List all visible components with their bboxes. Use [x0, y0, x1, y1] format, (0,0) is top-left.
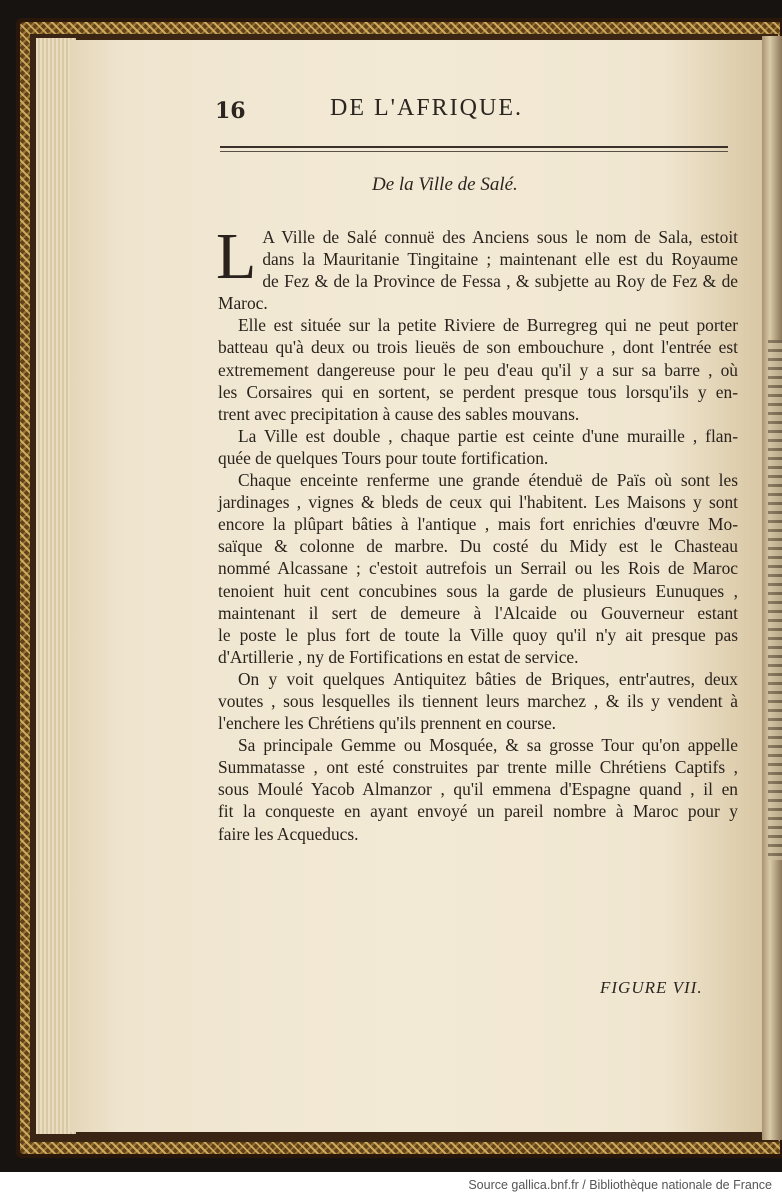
catchword: FIGURE VII.: [600, 978, 703, 997]
text-line: On y voit quelques Antiquitez bâties de Briques, entr'autres, deux: [238, 668, 738, 689]
source-credit: Source gallica.bnf.fr / Bibliothèque nationale de France: [468, 1178, 772, 1192]
text-line: Chaque enceinte renferme une grande étenduë de Païs où sont les: [238, 470, 738, 491]
running-title: DE L'AFRIQUE.: [330, 95, 523, 121]
text-line: Elle est située sur la petite Riviere de Burregreg qui ne peut porter: [238, 315, 738, 336]
header-rule-thin: [220, 151, 728, 152]
text-line: Sa principale Gemme ou Mosquée, & sa grosse Tour qu'on appelle: [238, 735, 738, 756]
paragraph-5: [218, 668, 738, 734]
page-number: 16: [215, 98, 246, 124]
text-line: quée de quelques Tours pour toute fortification.: [218, 447, 549, 468]
paragraph-6: [218, 734, 738, 844]
text-line: fit la conqueste en ayant envoyé un pareil nombre à Maroc pour y: [218, 801, 738, 822]
text-line: saïque & colonne de marbre. Du costé du Midy est le Chasteau: [218, 536, 738, 557]
text-line: trent avec precipitation à cause des sables mouvans.: [218, 403, 580, 424]
paragraph-4: [218, 469, 738, 668]
paragraph-1: [216, 220, 738, 314]
text-line: dans la Mauritanie Tingitaine ; maintenant elle est du Royaume: [262, 249, 738, 270]
text-line: faire les Acqueducs.: [218, 823, 359, 844]
header-rule: [220, 146, 728, 148]
facing-page-illustration-edge: [768, 340, 782, 860]
text-line: tenoient huit cent concubines sous la garde de plusieurs Eunuques ,: [218, 580, 738, 601]
section-title: De la Ville de Salé.: [372, 174, 518, 195]
text-line: les Corsaires qui en sortent, se perdent presque tous lorsqu'ils y en-: [218, 381, 738, 402]
text-line: Maroc.: [218, 293, 268, 314]
text-line: nommé Alcassane ; c'estoit autrefois un Serrail ou les Rois de Maroc: [218, 558, 738, 579]
text-line: sous Moulé Yacob Almanzor , qu'il emmena d'Espagne quand , il en: [218, 779, 738, 800]
text-line: Summatasse , ont esté construites par trente mille Chrétiens Captifs ,: [218, 757, 738, 778]
text-line: l'enchere les Chrétiens qu'ils prennent en course.: [218, 713, 557, 734]
text-line: extremement dangereuse pour le peu d'eau qu'il y a sur sa barre , où: [218, 359, 738, 380]
text-line: maintenant il sert de demeure à l'Alcaide ou Gouverneur estant: [218, 602, 738, 623]
text-line: batteau qu'à deux ou trois lieuës de son embouchure , dont l'entrée est: [218, 337, 738, 358]
text-line: La Ville est double , chaque partie est ceinte d'une muraille , flan-: [238, 425, 738, 446]
drop-cap: L: [216, 220, 257, 293]
text-line: A Ville de Salé connuë des Anciens sous le nom de Sala, estoit: [262, 227, 738, 247]
paragraph-3: [218, 425, 738, 469]
text-line: voutes , sous lesquelles ils tiennent leurs marchez , & ils y vendent à: [218, 690, 738, 711]
text-line: le poste le plus fort de toute la Ville quoy qu'il n'y ait presque pas: [218, 624, 738, 645]
text-line: d'Artillerie , ny de Fortifications en estat de service.: [218, 646, 579, 667]
text-line: de Fez & de la Province de Fessa , & subjette au Roy de Fez & de: [262, 271, 738, 292]
text-line: encore la plûpart bâties à l'antique , mais fort enrichies d'œuvre Mo-: [218, 514, 738, 535]
paragraph-2: [218, 314, 738, 424]
body-text: [216, 220, 738, 845]
text-line: jardinages , vignes & bleds de ceux qui l'habitent. Les Maisons y sont: [218, 492, 738, 513]
